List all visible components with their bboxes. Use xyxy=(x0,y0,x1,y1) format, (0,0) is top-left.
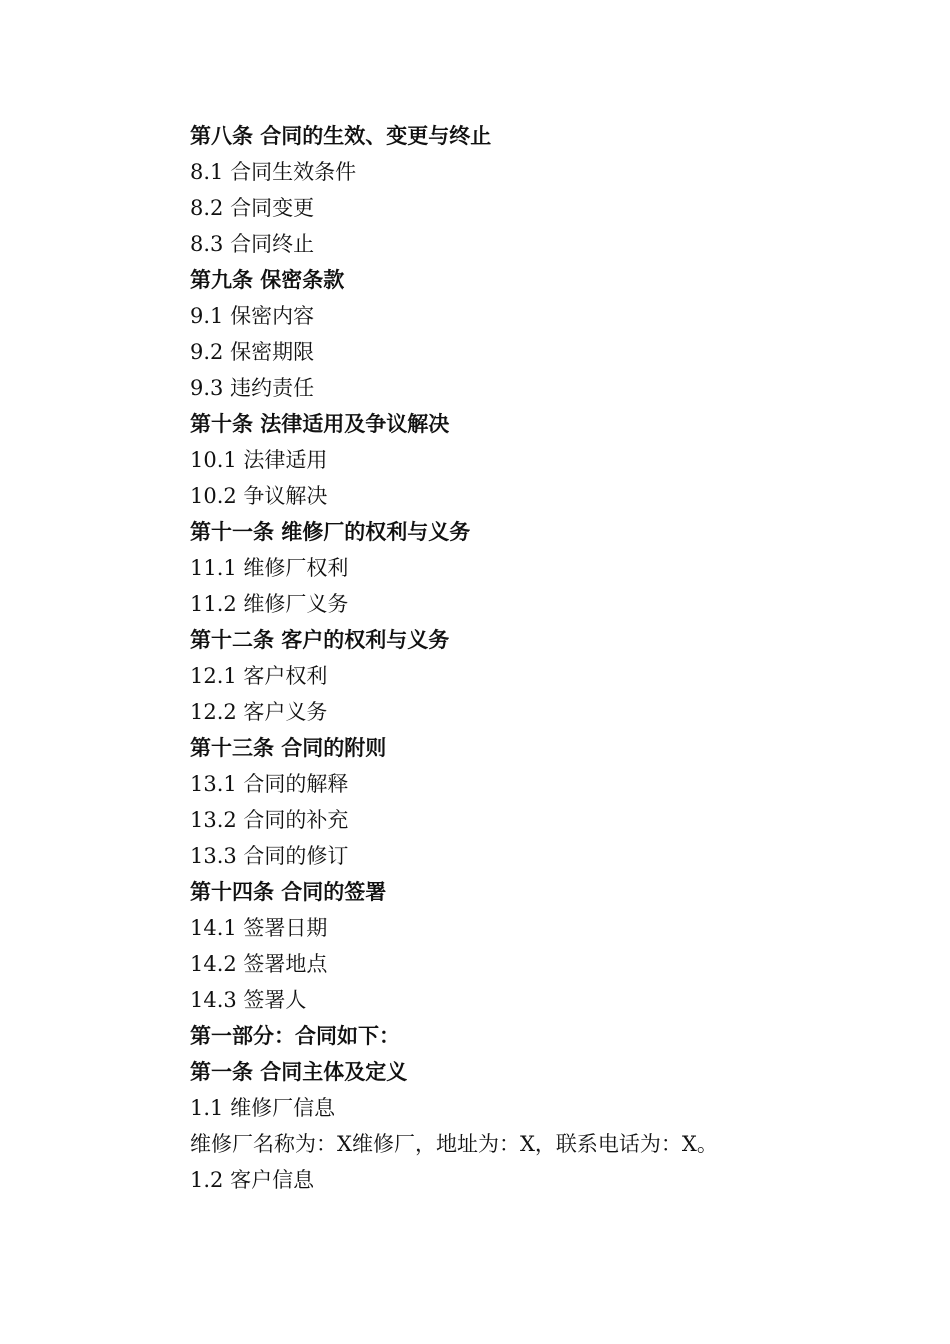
clause-8-3: 8.3 合同终止 xyxy=(190,232,315,256)
clause-9-2: 9.2 保密期限 xyxy=(190,340,315,364)
section-heading-9: 第九条 保密条款 xyxy=(190,268,345,292)
section-heading-1: 第一条 合同主体及定义 xyxy=(190,1060,408,1084)
clause-8-2: 8.2 合同变更 xyxy=(190,196,315,220)
section-heading-11: 第十一条 维修厂的权利与义务 xyxy=(190,520,471,544)
clause-1-2: 1.2 客户信息 xyxy=(190,1168,315,1192)
repair-shop-info-text: 维修厂名称为：X维修厂，地址为：X，联系电话为：X。 xyxy=(190,1132,718,1156)
clause-9-1: 9.1 保密内容 xyxy=(190,304,315,328)
clause-10-2: 10.2 争议解决 xyxy=(190,484,328,508)
document-body xyxy=(190,118,790,1198)
clause-14-1: 14.1 签署日期 xyxy=(190,916,328,940)
clause-11-2: 11.2 维修厂义务 xyxy=(190,592,349,616)
clause-9-3: 9.3 违约责任 xyxy=(190,376,315,400)
clause-13-2: 13.2 合同的补充 xyxy=(190,808,349,832)
section-heading-12: 第十二条 客户的权利与义务 xyxy=(190,628,450,652)
clause-8-1: 8.1 合同生效条件 xyxy=(190,160,357,184)
clause-13-1: 13.1 合同的解释 xyxy=(190,772,349,796)
section-heading-14: 第十四条 合同的签署 xyxy=(190,880,387,904)
section-heading-13: 第十三条 合同的附则 xyxy=(190,736,387,760)
clause-14-2: 14.2 签署地点 xyxy=(190,952,328,976)
clause-1-1: 1.1 维修厂信息 xyxy=(190,1096,336,1120)
part-one-heading: 第一部分：合同如下： xyxy=(190,1024,400,1048)
clause-13-3: 13.3 合同的修订 xyxy=(190,844,349,868)
clause-12-1: 12.1 客户权利 xyxy=(190,664,328,688)
clause-14-3: 14.3 签署人 xyxy=(190,988,307,1012)
clause-11-1: 11.1 维修厂权利 xyxy=(190,556,349,580)
section-heading-8: 第八条 合同的生效、变更与终止 xyxy=(190,124,492,148)
clause-12-2: 12.2 客户义务 xyxy=(190,700,328,724)
clause-10-1: 10.1 法律适用 xyxy=(190,448,328,472)
section-heading-10: 第十条 法律适用及争议解决 xyxy=(190,412,450,436)
